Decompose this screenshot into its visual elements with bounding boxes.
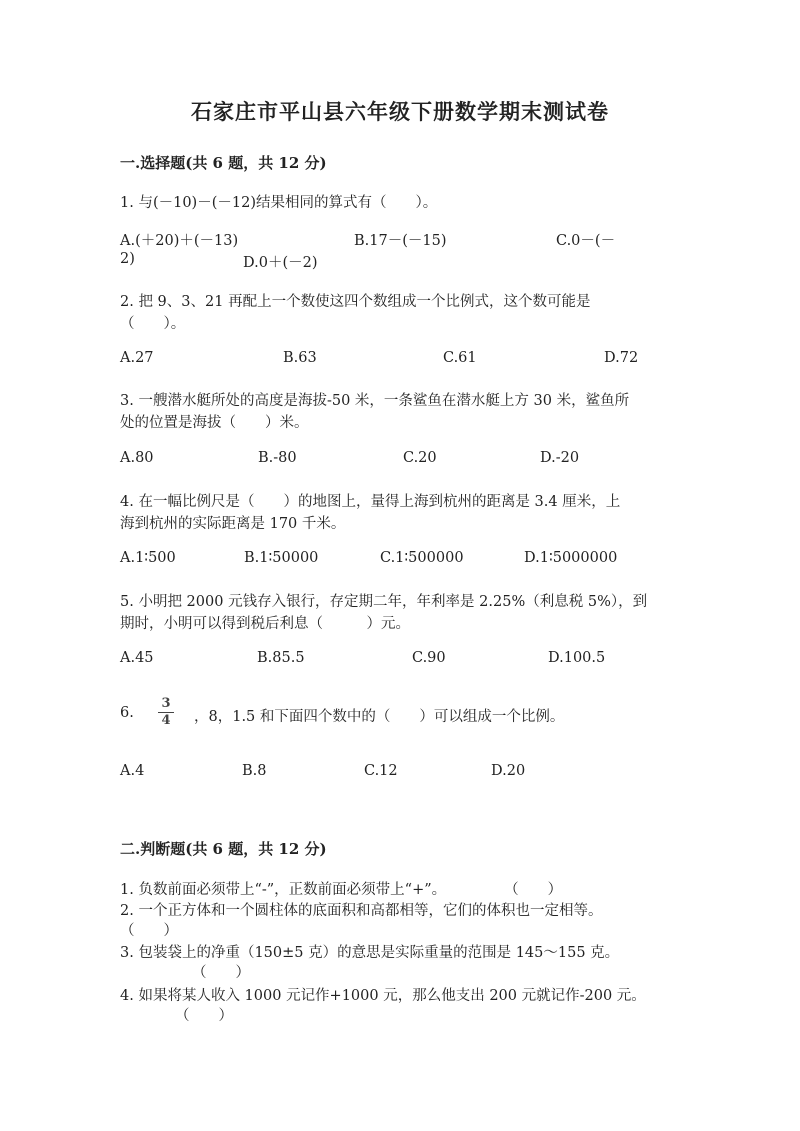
question-4-text-line2: 海到杭州的实际距离是 170 千米。 [120, 516, 346, 532]
judgement-3-text-line1: 3. 包装袋上的净重（150±5 克）的意思是实际重量的范围是 145～155 克。 [120, 945, 620, 961]
judgement-1-text: 1. 负数前面必须带上“-”，正数前面必须带上“+”。 （ ） [120, 882, 563, 898]
question-6-option-c: C.12 [364, 763, 398, 779]
question-3-option-c: C.20 [403, 450, 437, 466]
question-4-option-c: C.1∶500000 [380, 550, 464, 566]
section-heading-judgement: 二.判断题(共 6 题，共 12 分) [120, 840, 327, 858]
question-1-option-c: C.0－(－ [556, 233, 616, 249]
question-1-option-c-cont: 2) [120, 251, 135, 267]
question-4-option-a: A.1∶500 [120, 550, 176, 566]
question-5-text-line1: 5. 小明把 2000 元钱存入银行，存定期二年，年利率是 2.25%（利息税 5%），到 [120, 594, 648, 610]
question-4-text-line1: 4. 在一幅比例尺是（ ）的地图上，量得上海到杭州的距离是 3.4 厘米，上 [120, 494, 621, 510]
question-5-option-c: C.90 [412, 650, 446, 666]
question-5-text-line2: 期时，小明可以得到税后利息（ ）元。 [120, 616, 410, 632]
question-2-option-a: A.27 [120, 350, 154, 366]
question-2-option-c: C.61 [443, 350, 477, 366]
judgement-2-text-line2: （ ） [120, 923, 178, 939]
question-1-text: 1. 与(－10)－(－12)结果相同的算式有（ ）。 [120, 195, 438, 211]
question-5-option-b: B.85.5 [257, 650, 305, 666]
question-6-option-a: A.4 [120, 763, 145, 779]
question-1-option-a: A.(＋20)＋(－13) [120, 233, 239, 249]
question-1-option-b: B.17－(－15) [354, 233, 447, 249]
question-2-option-b: B.63 [283, 350, 317, 366]
question-2-text-line1: 2. 把 9、3、21 再配上一个数使这四个数组成一个比例式，这个数可能是 [120, 294, 591, 310]
page-title: 石家庄市平山县六年级下册数学期末测试卷 [191, 99, 609, 124]
question-3-text-line1: 3. 一艘潜水艇所处的高度是海拔-50 米，一条鲨鱼在潜水艇上方 30 米，鲨鱼所 [120, 393, 630, 409]
question-6-text: ，8，1.5 和下面四个数中的（ ）可以组成一个比例。 [194, 709, 565, 725]
question-6-number: 6. [120, 705, 134, 721]
question-3-option-b: B.-80 [258, 450, 297, 466]
question-2-option-d: D.72 [604, 350, 639, 366]
question-3-option-d: D.-20 [540, 450, 580, 466]
question-4-option-b: B.1∶50000 [244, 550, 319, 566]
judgement-3-text-line2: （ ） [192, 965, 250, 981]
fraction-numerator: 3 [161, 696, 171, 711]
question-6-option-b: B.8 [242, 763, 267, 779]
question-5-option-a: A.45 [120, 650, 154, 666]
judgement-2-text-line1: 2. 一个正方体和一个圆柱体的底面积和高都相等，它们的体积也一定相等。 [120, 903, 603, 919]
fraction-three-quarters [158, 697, 174, 728]
question-3-text-line2: 处的位置是海拔（ ）米。 [120, 415, 309, 431]
question-2-text-line2: （ ）。 [120, 316, 186, 332]
question-4-option-d: D.1∶5000000 [524, 550, 618, 566]
judgement-4-text-line2: （ ） [175, 1008, 233, 1024]
question-3-option-a: A.80 [120, 450, 154, 466]
question-1-option-d: D.0＋(－2) [243, 255, 318, 271]
question-5-option-d: D.100.5 [548, 650, 606, 666]
fraction-denominator: 4 [161, 713, 171, 728]
section-heading-choice: 一.选择题(共 6 题，共 12 分) [120, 154, 327, 172]
judgement-4-text-line1: 4. 如果将某人收入 1000 元记作+1000 元，那么他支出 200 元就记作-200 元。 [120, 988, 646, 1004]
question-6-option-d: D.20 [491, 763, 526, 779]
